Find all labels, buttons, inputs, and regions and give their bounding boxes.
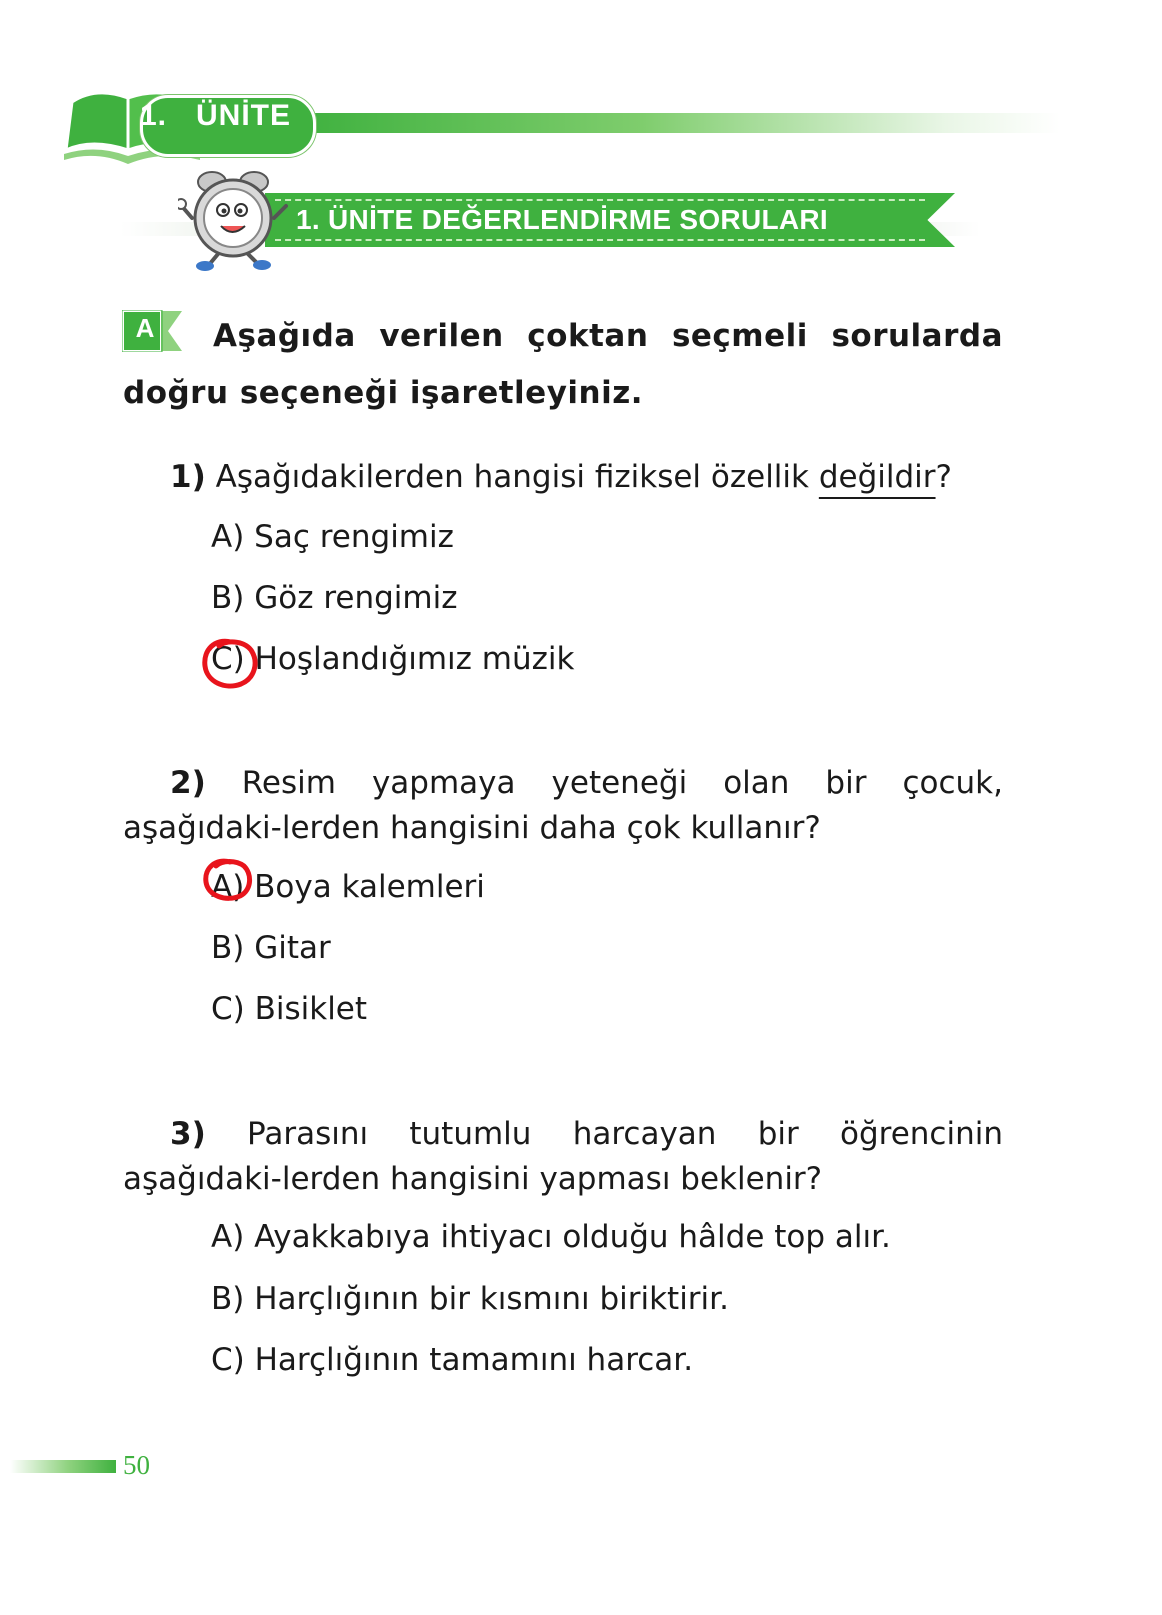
section-instruction: Aşağıda verilen çoktan seçmeli sorularda doğru seçeneği işaretleyiniz. xyxy=(123,318,1003,411)
option-2b[interactable]: B) Gitar xyxy=(211,930,331,966)
option-1a[interactable]: A) Saç rengimiz xyxy=(211,519,454,555)
page-number: 50 xyxy=(123,1450,150,1480)
option-3c[interactable]: C) Harçlığının tamamını harcar. xyxy=(211,1342,694,1378)
option-2a[interactable]: A) Boya kalemleri xyxy=(211,869,485,905)
question-1 xyxy=(123,455,1003,500)
unit-number: 1. xyxy=(140,99,168,132)
question-text-end: ? xyxy=(935,459,953,495)
question-number: 3) xyxy=(170,1116,206,1152)
banner-title: 1. ÜNİTE DEĞERLENDİRME SORULARI xyxy=(296,204,829,235)
question-emphasis: değildir xyxy=(818,459,936,495)
unit-header-bar xyxy=(300,113,1060,133)
unit-label: ÜNİTE xyxy=(196,99,291,132)
question-number: 1) xyxy=(170,459,206,495)
question-3 xyxy=(123,1112,1003,1202)
option-1b[interactable]: B) Göz rengimiz xyxy=(211,580,458,616)
question-text: Resim yapmaya yeteneği olan bir çocuk, aşağıdaki-lerden hangisini daha çok kullanır? xyxy=(123,765,1003,846)
option-1c[interactable]: C) Hoşlandığımız müzik xyxy=(211,641,575,677)
alarm-clock-mascot-icon xyxy=(178,160,288,272)
question-text: Aşağıdakilerden hangisi fiziksel özellik xyxy=(215,459,819,495)
question-2 xyxy=(123,761,1003,851)
banner-stitch-top xyxy=(275,199,925,201)
section-letter: A xyxy=(135,313,155,343)
option-3a[interactable]: A) Ayakkabıya ihtiyacı olduğu hâlde top alır. xyxy=(211,1219,891,1255)
question-number: 2) xyxy=(170,765,206,801)
banner-stitch-bottom xyxy=(275,239,925,241)
question-text: Parasını tutumlu harcayan bir öğrencinin aşağıdaki-lerden hangisini yapması beklenir? xyxy=(123,1116,1004,1197)
option-2c[interactable]: C) Bisiklet xyxy=(211,991,368,1027)
page-number-bar xyxy=(10,1460,116,1473)
option-3b[interactable]: B) Harçlığının bir kısmını biriktirir. xyxy=(211,1281,729,1317)
